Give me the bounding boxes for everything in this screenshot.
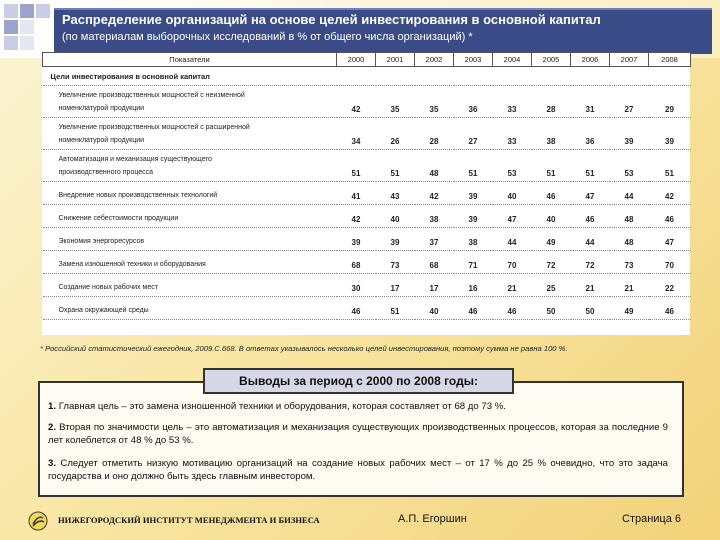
row-label-line: Экономия энергоресурсов: [58, 238, 145, 245]
institute-name: НИЖЕГОРОДСКИЙ ИНСТИТУТ МЕНЕДЖМЕНТА И БИЗНЕСА: [58, 515, 320, 525]
table-cell: 21: [493, 274, 532, 297]
table-cell: 16: [454, 274, 493, 297]
row-label-line: Автоматизация и механизация существующего: [58, 156, 212, 163]
table-cell: 53: [610, 150, 649, 182]
conclusion-text: Следует отметить низкую мотивацию организаций на создание новых рабочих мест – от 17 % до 25 % очевидно, что это задача государства и оно должно быть здесь главным инвестором.: [48, 458, 669, 482]
conclusions-heading: Выводы за период с 2000 по 2008 годы:: [203, 368, 514, 394]
table-cell: 35: [415, 86, 454, 118]
table-cell: 72: [532, 251, 571, 274]
table-cell: 39: [454, 205, 493, 228]
table-cell: 40: [532, 205, 571, 228]
conclusion-number: 3.: [48, 458, 57, 469]
conclusion-text: Вторая по значимости цель – это автоматизация и механизация существующих производственных процессов, которая за последние 9 лет колеблется от 48 % до 53 %.: [48, 422, 668, 446]
table-cell: 46: [337, 297, 376, 320]
table-cell: 39: [454, 182, 493, 205]
table-cell: 36: [454, 86, 493, 118]
table-cell: 39: [337, 228, 376, 251]
table-cell: 38: [415, 205, 454, 228]
table-cell: 51: [571, 150, 610, 182]
table-section-row: [43, 67, 691, 86]
table-cell: 38: [454, 228, 493, 251]
section-label: Цели инвестирования в основной капитал: [43, 67, 691, 86]
table-cell: 36: [571, 118, 610, 150]
table-cell: 42: [415, 182, 454, 205]
table-cell: 46: [649, 205, 691, 228]
table-cell: 48: [610, 228, 649, 251]
year-header: 2005: [532, 53, 571, 67]
table-row: [43, 150, 691, 182]
table-cell: 46: [532, 182, 571, 205]
row-label: [43, 86, 337, 118]
row-label-line: производственного процесса: [58, 169, 154, 176]
table-cell: 70: [493, 251, 532, 274]
table-cell: 49: [532, 228, 571, 251]
table-row: [43, 118, 691, 150]
table-row: [43, 182, 691, 205]
table-row: [43, 86, 691, 118]
table-cell: 73: [610, 251, 649, 274]
table-cell: 51: [376, 297, 415, 320]
row-label: [43, 297, 337, 320]
table-cell: 44: [571, 228, 610, 251]
row-label-line: номенклатурой продукции: [58, 137, 145, 144]
table-cell: 21: [610, 274, 649, 297]
table-cell: 46: [649, 297, 691, 320]
table-cell: 21: [571, 274, 610, 297]
table-cell: 70: [649, 251, 691, 274]
table-cell: 71: [454, 251, 493, 274]
table-body: [43, 67, 691, 320]
year-header: 2004: [493, 53, 532, 67]
table-cell: 33: [493, 86, 532, 118]
table-cell: 51: [454, 150, 493, 182]
table-cell: 51: [376, 150, 415, 182]
table-cell: 41: [337, 182, 376, 205]
table-cell: 50: [571, 297, 610, 320]
table-cell: 39: [376, 228, 415, 251]
row-label-line: Увеличение производственных мощностей с расширенной: [58, 124, 250, 131]
table-cell: 33: [493, 118, 532, 150]
table-cell: 68: [337, 251, 376, 274]
statistics-table-container: [42, 52, 690, 335]
table-cell: 72: [571, 251, 610, 274]
table-cell: 28: [532, 86, 571, 118]
year-header: 2002: [415, 53, 454, 67]
conclusion-number: 2.: [48, 422, 57, 433]
year-header: 2008: [649, 53, 691, 67]
table-cell: 73: [376, 251, 415, 274]
conclusion-number: 1.: [48, 401, 57, 412]
table-row: [43, 251, 691, 274]
conclusion-text: Главная цель – это замена изношенной техники и оборудования, которая составляет от 68 до 73 %.: [58, 401, 506, 412]
table-cell: 46: [493, 297, 532, 320]
table-cell: 31: [571, 86, 610, 118]
table-cell: 46: [454, 297, 493, 320]
table-cell: 42: [649, 182, 691, 205]
row-label-line: номенклатурой продукции: [58, 105, 145, 112]
row-label-line: Замена изношенной техники и оборудования: [58, 261, 206, 268]
row-label: [43, 182, 337, 205]
table-cell: 44: [610, 182, 649, 205]
table-cell: 48: [610, 205, 649, 228]
table-cell: 68: [415, 251, 454, 274]
table-cell: 53: [493, 150, 532, 182]
table-cell: 26: [376, 118, 415, 150]
table-cell: 34: [337, 118, 376, 150]
page-title: Распределение организаций на основе целей инвестирования в основной капитал: [62, 12, 601, 27]
row-label: [43, 205, 337, 228]
table-cell: 39: [610, 118, 649, 150]
table-cell: 51: [337, 150, 376, 182]
row-label: [43, 118, 337, 150]
year-header: 2006: [571, 53, 610, 67]
table-cell: 49: [610, 297, 649, 320]
page-subtitle: (по материалам выборочных исследований в % от общего числа организаций) *: [62, 31, 473, 43]
table-cell: 35: [376, 86, 415, 118]
table-cell: 47: [649, 228, 691, 251]
table-cell: 17: [376, 274, 415, 297]
table-cell: 39: [649, 118, 691, 150]
year-header: 2000: [337, 53, 376, 67]
conclusion-item-2: [48, 422, 668, 447]
page-number: Страница 6: [622, 513, 682, 525]
table-cell: 51: [649, 150, 691, 182]
table-cell: 27: [454, 118, 493, 150]
conclusion-item-1: [48, 401, 668, 414]
row-label: [43, 150, 337, 182]
year-header: 2007: [610, 53, 649, 67]
table-cell: 48: [415, 150, 454, 182]
footnote: * Российский статистический ежегодник, 2009.С.668. В ответах указывалось несколько целей инвестирования, поэтому сумма не равна 100 %.: [40, 344, 568, 353]
table-row: [43, 297, 691, 320]
table-cell: 42: [337, 205, 376, 228]
table-cell: 47: [571, 182, 610, 205]
institute-logo-icon: [28, 511, 48, 531]
year-header: 2003: [454, 53, 493, 67]
table-header-row: [43, 53, 691, 67]
table-cell: 29: [649, 86, 691, 118]
table-cell: 38: [532, 118, 571, 150]
table-cell: 51: [532, 150, 571, 182]
table-cell: 30: [337, 274, 376, 297]
table-cell: 40: [376, 205, 415, 228]
conclusion-item-3: [48, 458, 668, 483]
row-label-line: Охрана окружающей среды: [58, 307, 149, 314]
table-cell: 46: [571, 205, 610, 228]
row-label-line: Снижение себестоимости продукции: [58, 215, 179, 222]
table-cell: 44: [493, 228, 532, 251]
table-cell: 17: [415, 274, 454, 297]
table-cell: 25: [532, 274, 571, 297]
year-header: 2001: [376, 53, 415, 67]
table-row: [43, 205, 691, 228]
row-label: [43, 228, 337, 251]
table-cell: 37: [415, 228, 454, 251]
row-label-line: Внедрение новых производственных технологий: [58, 192, 218, 199]
row-label-line: Создание новых рабочих мест: [58, 284, 158, 291]
table-cell: 22: [649, 274, 691, 297]
table-corner-label: Показатели: [43, 53, 337, 67]
table-cell: 40: [415, 297, 454, 320]
table-cell: 43: [376, 182, 415, 205]
table-cell: 50: [532, 297, 571, 320]
decorative-squares: [4, 4, 52, 52]
author-name: А.П. Егоршин: [398, 513, 467, 525]
row-label: [43, 251, 337, 274]
table-cell: 42: [337, 86, 376, 118]
row-label: [43, 274, 337, 297]
table-cell: 27: [610, 86, 649, 118]
table-cell: 40: [493, 182, 532, 205]
table-row: [43, 274, 691, 297]
table-row: [43, 228, 691, 251]
table-cell: 28: [415, 118, 454, 150]
table-cell: 47: [493, 205, 532, 228]
statistics-table: [42, 52, 691, 320]
row-label-line: Увеличение производственных мощностей с неизменной: [58, 92, 245, 99]
